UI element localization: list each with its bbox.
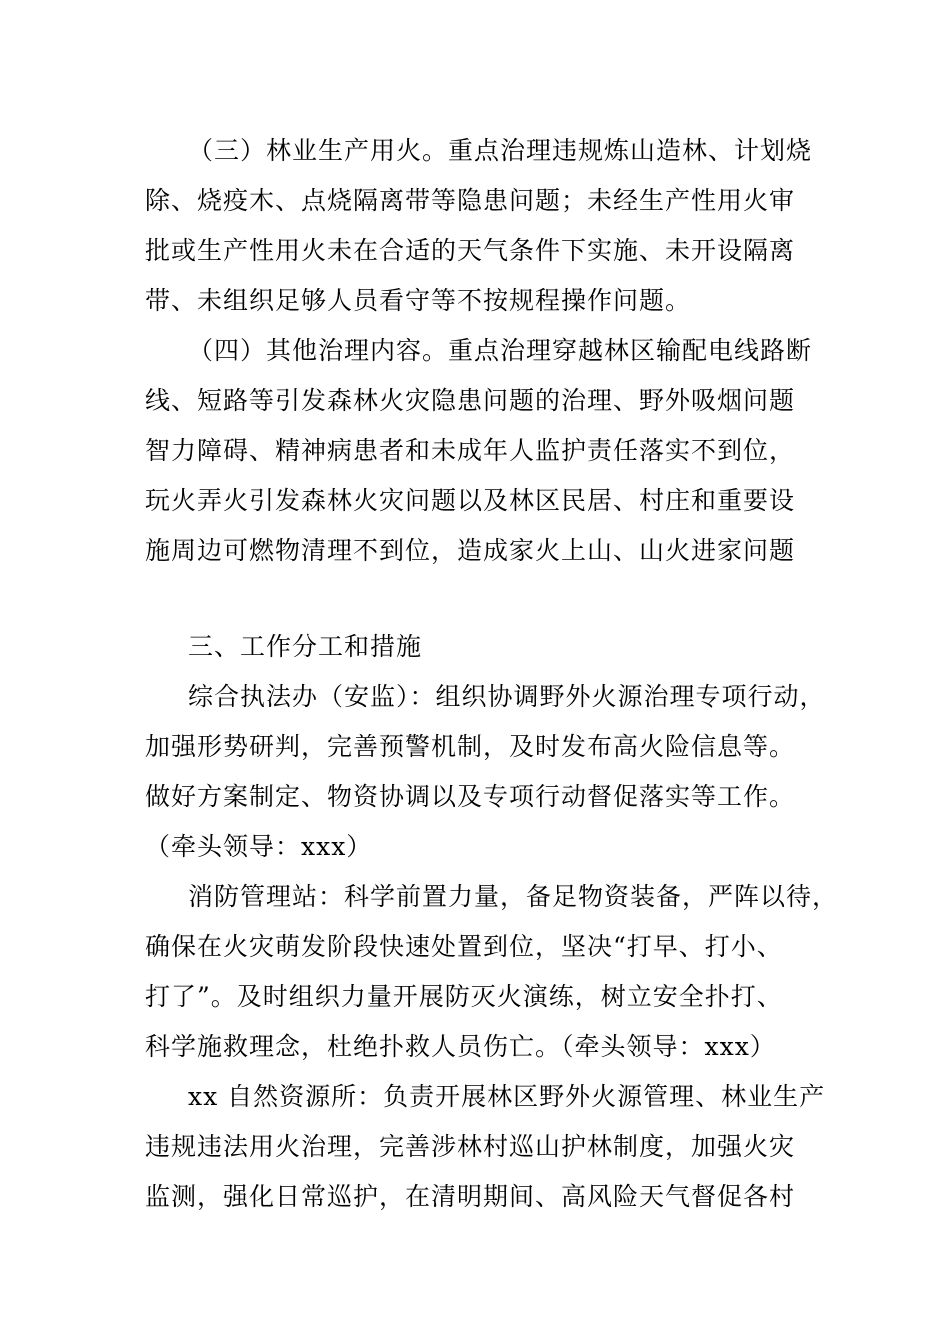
paragraph-line: 加强形势研判，完善预警机制，及时发布高火险信息等。	[145, 732, 796, 761]
paragraph-line: 违规违法用火治理，完善涉林村巡山护林制度，加强火灾	[145, 1132, 796, 1161]
paragraph-line: 玩火弄火引发森林火灾问题以及林区民居、村庄和重要设	[145, 486, 796, 515]
paragraph-line: xx 自然资源所：负责开展林区野外火源管理、林业生产	[188, 1082, 826, 1111]
paragraph-line: 批或生产性用火未在合适的天气条件下实施、未开设隔离	[145, 236, 796, 265]
paragraph-line: 打了”。及时组织力量开展防灭火演练，树立安全扑打、	[145, 982, 783, 1011]
paragraph-line: （牵头领导：xxx）	[145, 832, 373, 861]
paragraph-line: 除、烧疫木、点烧隔离带等隐患问题；未经生产性用火审	[145, 186, 796, 215]
paragraph-line: 科学施救理念，杜绝扑救人员伤亡。（牵头领导：xxx）	[145, 1032, 776, 1061]
paragraph-line: 综合执法办（安监）：组织协调野外火源治理专项行动，	[188, 682, 826, 711]
paragraph-line: 施周边可燃物清理不到位，造成家火上山、山火进家问题	[145, 536, 796, 565]
section-heading: 三、工作分工和措施	[188, 632, 423, 661]
paragraph-line: 确保在火灾萌发阶段快速处置到位，坚决“打早、打小、	[145, 932, 783, 961]
paragraph-line: 线、短路等引发森林火灾隐患问题的治理、野外吸烟问题	[145, 386, 796, 415]
paragraph-line: 做好方案制定、物资协调以及专项行动督促落实等工作。	[145, 782, 796, 811]
paragraph-line: （三）林业生产用火。重点治理违规炼山造林、计划烧	[188, 136, 813, 165]
paragraph-line: 监测，强化日常巡护，在清明期间、高风险天气督促各村	[145, 1182, 796, 1211]
paragraph-line: 消防管理站：科学前置力量，备足物资装备，严阵以待，	[188, 882, 839, 911]
paragraph-line: （四）其他治理内容。重点治理穿越林区输配电线路断	[188, 336, 813, 365]
paragraph-line: 带、未组织足够人员看守等不按规程操作问题。	[145, 286, 692, 315]
paragraph-line: 智力障碍、精神病患者和未成年人监护责任落实不到位，	[145, 436, 796, 465]
